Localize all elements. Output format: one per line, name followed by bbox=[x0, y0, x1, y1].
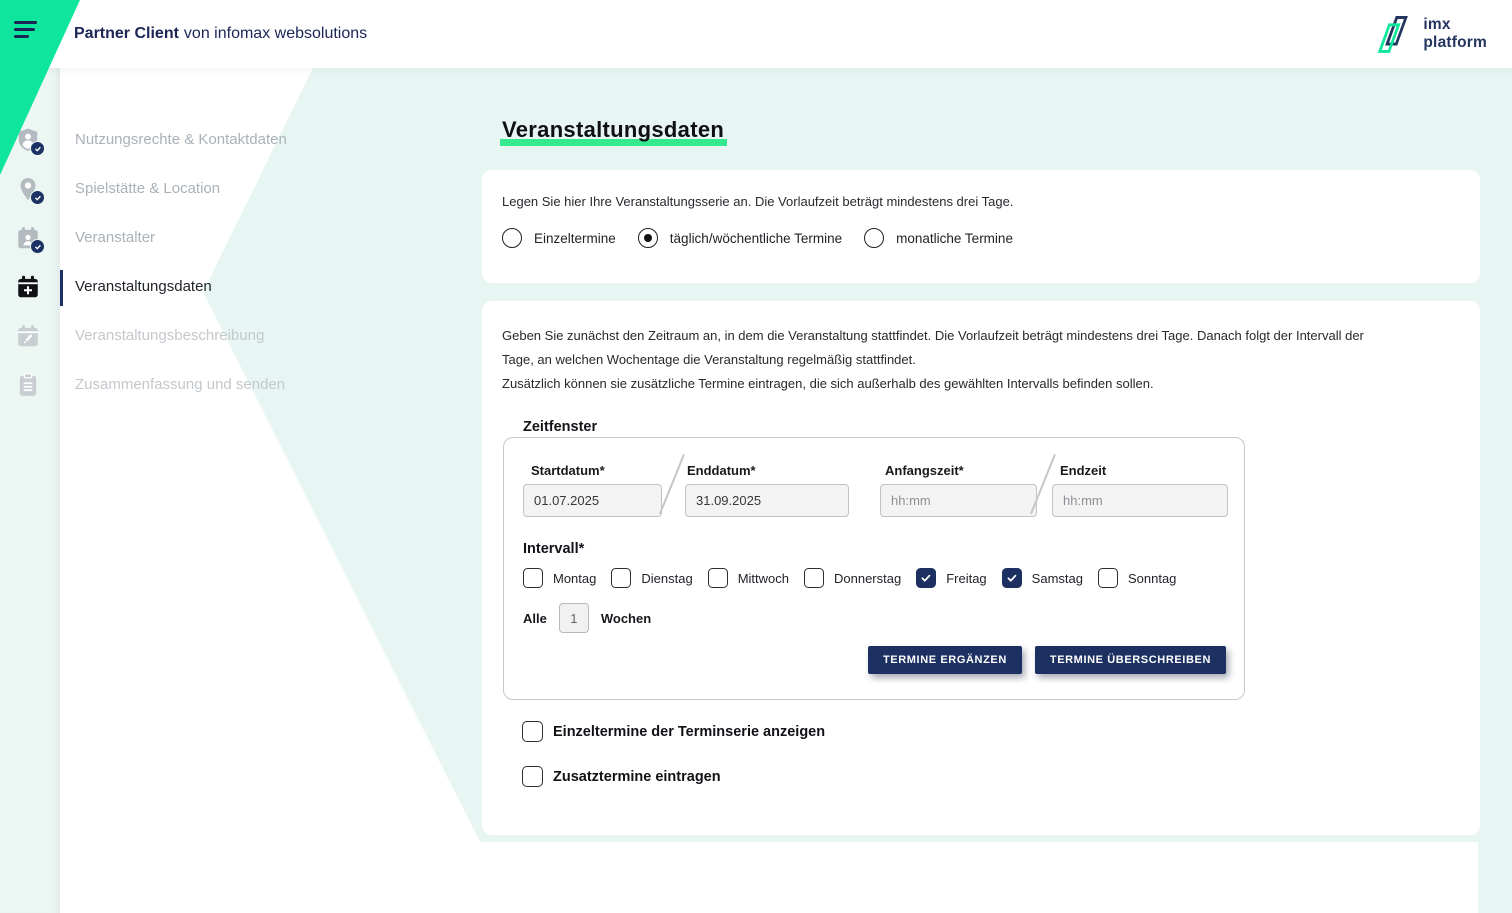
series-type-card bbox=[482, 170, 1480, 283]
step-icon-description[interactable] bbox=[15, 323, 41, 349]
week-interval-row bbox=[523, 603, 651, 633]
sidebar-item-veranstaltungsdaten[interactable]: Veranstaltungsdaten bbox=[75, 278, 212, 295]
enddatum-label: Enddatum* bbox=[687, 463, 756, 478]
checkbox-box[interactable] bbox=[611, 568, 631, 588]
sidebar-item-nutzungsrechte[interactable]: Nutzungsrechte & Kontaktdaten bbox=[75, 131, 287, 148]
endzeit-input[interactable] bbox=[1052, 484, 1228, 517]
anfangszeit-input[interactable] bbox=[880, 484, 1037, 517]
toggle-zusatztermine[interactable] bbox=[522, 766, 721, 787]
checkbox-box[interactable] bbox=[522, 766, 543, 787]
checkbox-mittwoch[interactable] bbox=[708, 568, 789, 588]
radio-taeglich-woechentlich[interactable] bbox=[638, 228, 842, 248]
sidebar-item-spielstaette[interactable]: Spielstätte & Location bbox=[75, 180, 221, 197]
endzeit-label: Endzeit bbox=[1060, 463, 1107, 478]
radio-monatlich[interactable] bbox=[864, 228, 1013, 248]
imx-logo-line2: platform bbox=[1423, 34, 1487, 51]
startdatum-input[interactable] bbox=[523, 484, 662, 517]
checkbox-label: Sonntag bbox=[1127, 570, 1177, 586]
checkbox-dienstag[interactable] bbox=[611, 568, 692, 588]
checkbox-box[interactable] bbox=[804, 568, 824, 588]
zeitfenster-legend: Zeitfenster bbox=[523, 419, 598, 435]
series-intro-text: Legen Sie hier Ihre Veranstaltungsserie an. Die Vorlaufzeit beträgt mindestens drei Tage. bbox=[502, 194, 1014, 209]
radio-label: Einzeltermine bbox=[534, 230, 616, 246]
enddatum-input[interactable] bbox=[685, 484, 849, 517]
checkbox-donnerstag[interactable] bbox=[804, 568, 901, 588]
toggle-einzeltermine-anzeigen[interactable] bbox=[522, 721, 825, 742]
series-type-radio-group bbox=[502, 228, 1013, 248]
radio-label: monatliche Termine bbox=[896, 230, 1013, 246]
sidebar-item-zusammenfassung[interactable]: Zusammenfassung und senden bbox=[75, 376, 286, 393]
step-icon-event-dates[interactable] bbox=[15, 274, 41, 300]
imx-logo-text bbox=[1423, 16, 1487, 52]
imx-platform-logo bbox=[1372, 10, 1487, 58]
checkbox-freitag[interactable] bbox=[916, 568, 986, 588]
app-title-bold: Partner Client bbox=[74, 25, 179, 42]
check-badge-icon bbox=[30, 190, 45, 205]
radio-circle[interactable] bbox=[864, 228, 884, 248]
schedule-intro-line1: Geben Sie zunächst den Zeitraum an, in dem die Veranstaltung stattfindet. Die Vorlaufzeit beträgt mindestens drei Tage. Danach folgt der Intervall der bbox=[502, 328, 1364, 343]
checkbox-samstag[interactable] bbox=[1002, 568, 1083, 588]
imx-logo-line1: imx bbox=[1423, 16, 1451, 34]
checkbox-label: Samstag bbox=[1031, 570, 1083, 586]
schedule-card bbox=[482, 301, 1480, 835]
radio-circle[interactable] bbox=[502, 228, 522, 248]
toggle-label: Einzeltermine der Terminserie anzeigen bbox=[553, 723, 826, 740]
menu-hamburger-icon[interactable] bbox=[14, 21, 40, 41]
checkbox-box[interactable] bbox=[1098, 568, 1118, 588]
checkbox-box[interactable] bbox=[1002, 568, 1022, 588]
radio-einzeltermine[interactable] bbox=[502, 228, 616, 248]
header-bar bbox=[0, 0, 1512, 68]
intervall-label: Intervall* bbox=[523, 541, 585, 557]
app-title bbox=[74, 0, 367, 68]
date-separator-slash bbox=[659, 454, 684, 514]
step-icon-organizer[interactable] bbox=[15, 225, 41, 251]
calendar-plus-icon bbox=[15, 274, 41, 300]
checkbox-label: Dienstag bbox=[641, 570, 693, 586]
schedule-intro-line2: Tage, an welchen Wochentage die Veranstaltung regelmäßig stattfindet. bbox=[502, 352, 916, 367]
step-icon-summary[interactable] bbox=[15, 372, 41, 398]
startdatum-label: Startdatum* bbox=[531, 463, 605, 478]
clipboard-icon bbox=[15, 372, 41, 398]
checkbox-label: Mittwoch bbox=[737, 570, 789, 586]
page-title: Veranstaltungsdaten bbox=[500, 117, 727, 146]
alle-label: Alle bbox=[523, 610, 547, 626]
zeitfenster-fieldset bbox=[503, 437, 1245, 700]
checkbox-box[interactable] bbox=[708, 568, 728, 588]
schedule-intro-line3: Zusätzlich können sie zusätzliche Termine eintragen, die sich außerhalb des gewählten Intervalls befinden sollen. bbox=[502, 376, 1154, 391]
imx-logo-icon bbox=[1372, 10, 1416, 58]
sidebar-item-veranstalter[interactable]: Veranstalter bbox=[75, 229, 156, 246]
app-title-rest: von infomax websolutions bbox=[183, 25, 368, 42]
active-step-indicator bbox=[60, 270, 63, 306]
checkbox-label: Donnerstag bbox=[833, 570, 902, 586]
anfangszeit-label: Anfangszeit* bbox=[885, 463, 964, 478]
checkbox-box[interactable] bbox=[916, 568, 936, 588]
sidebar-item-veranstaltungsbeschreibung[interactable]: Veranstaltungsbeschreibung bbox=[75, 327, 265, 344]
weekday-checkbox-group bbox=[523, 568, 1176, 588]
weeks-number-input[interactable] bbox=[559, 603, 589, 633]
checkbox-montag[interactable] bbox=[523, 568, 596, 588]
checkbox-label: Montag bbox=[553, 570, 597, 586]
termine-actions bbox=[868, 646, 1226, 674]
radio-circle[interactable] bbox=[638, 228, 658, 248]
toggle-label: Zusatztermine eintragen bbox=[553, 768, 721, 785]
check-badge-icon bbox=[30, 239, 45, 254]
checkbox-box[interactable] bbox=[522, 721, 543, 742]
checkbox-box[interactable] bbox=[523, 568, 543, 588]
radio-label: täglich/wöchentliche Termine bbox=[669, 230, 843, 246]
checkbox-sonntag[interactable] bbox=[1098, 568, 1176, 588]
termine-ueberschreiben-button[interactable]: TERMINE ÜBERSCHREIBEN bbox=[1035, 646, 1226, 674]
termine-ergaenzen-button[interactable]: TERMINE ERGÄNZEN bbox=[868, 646, 1022, 674]
checkbox-label: Freitag bbox=[946, 570, 987, 586]
wochen-label: Wochen bbox=[600, 610, 652, 626]
calendar-edit-icon bbox=[15, 323, 41, 349]
